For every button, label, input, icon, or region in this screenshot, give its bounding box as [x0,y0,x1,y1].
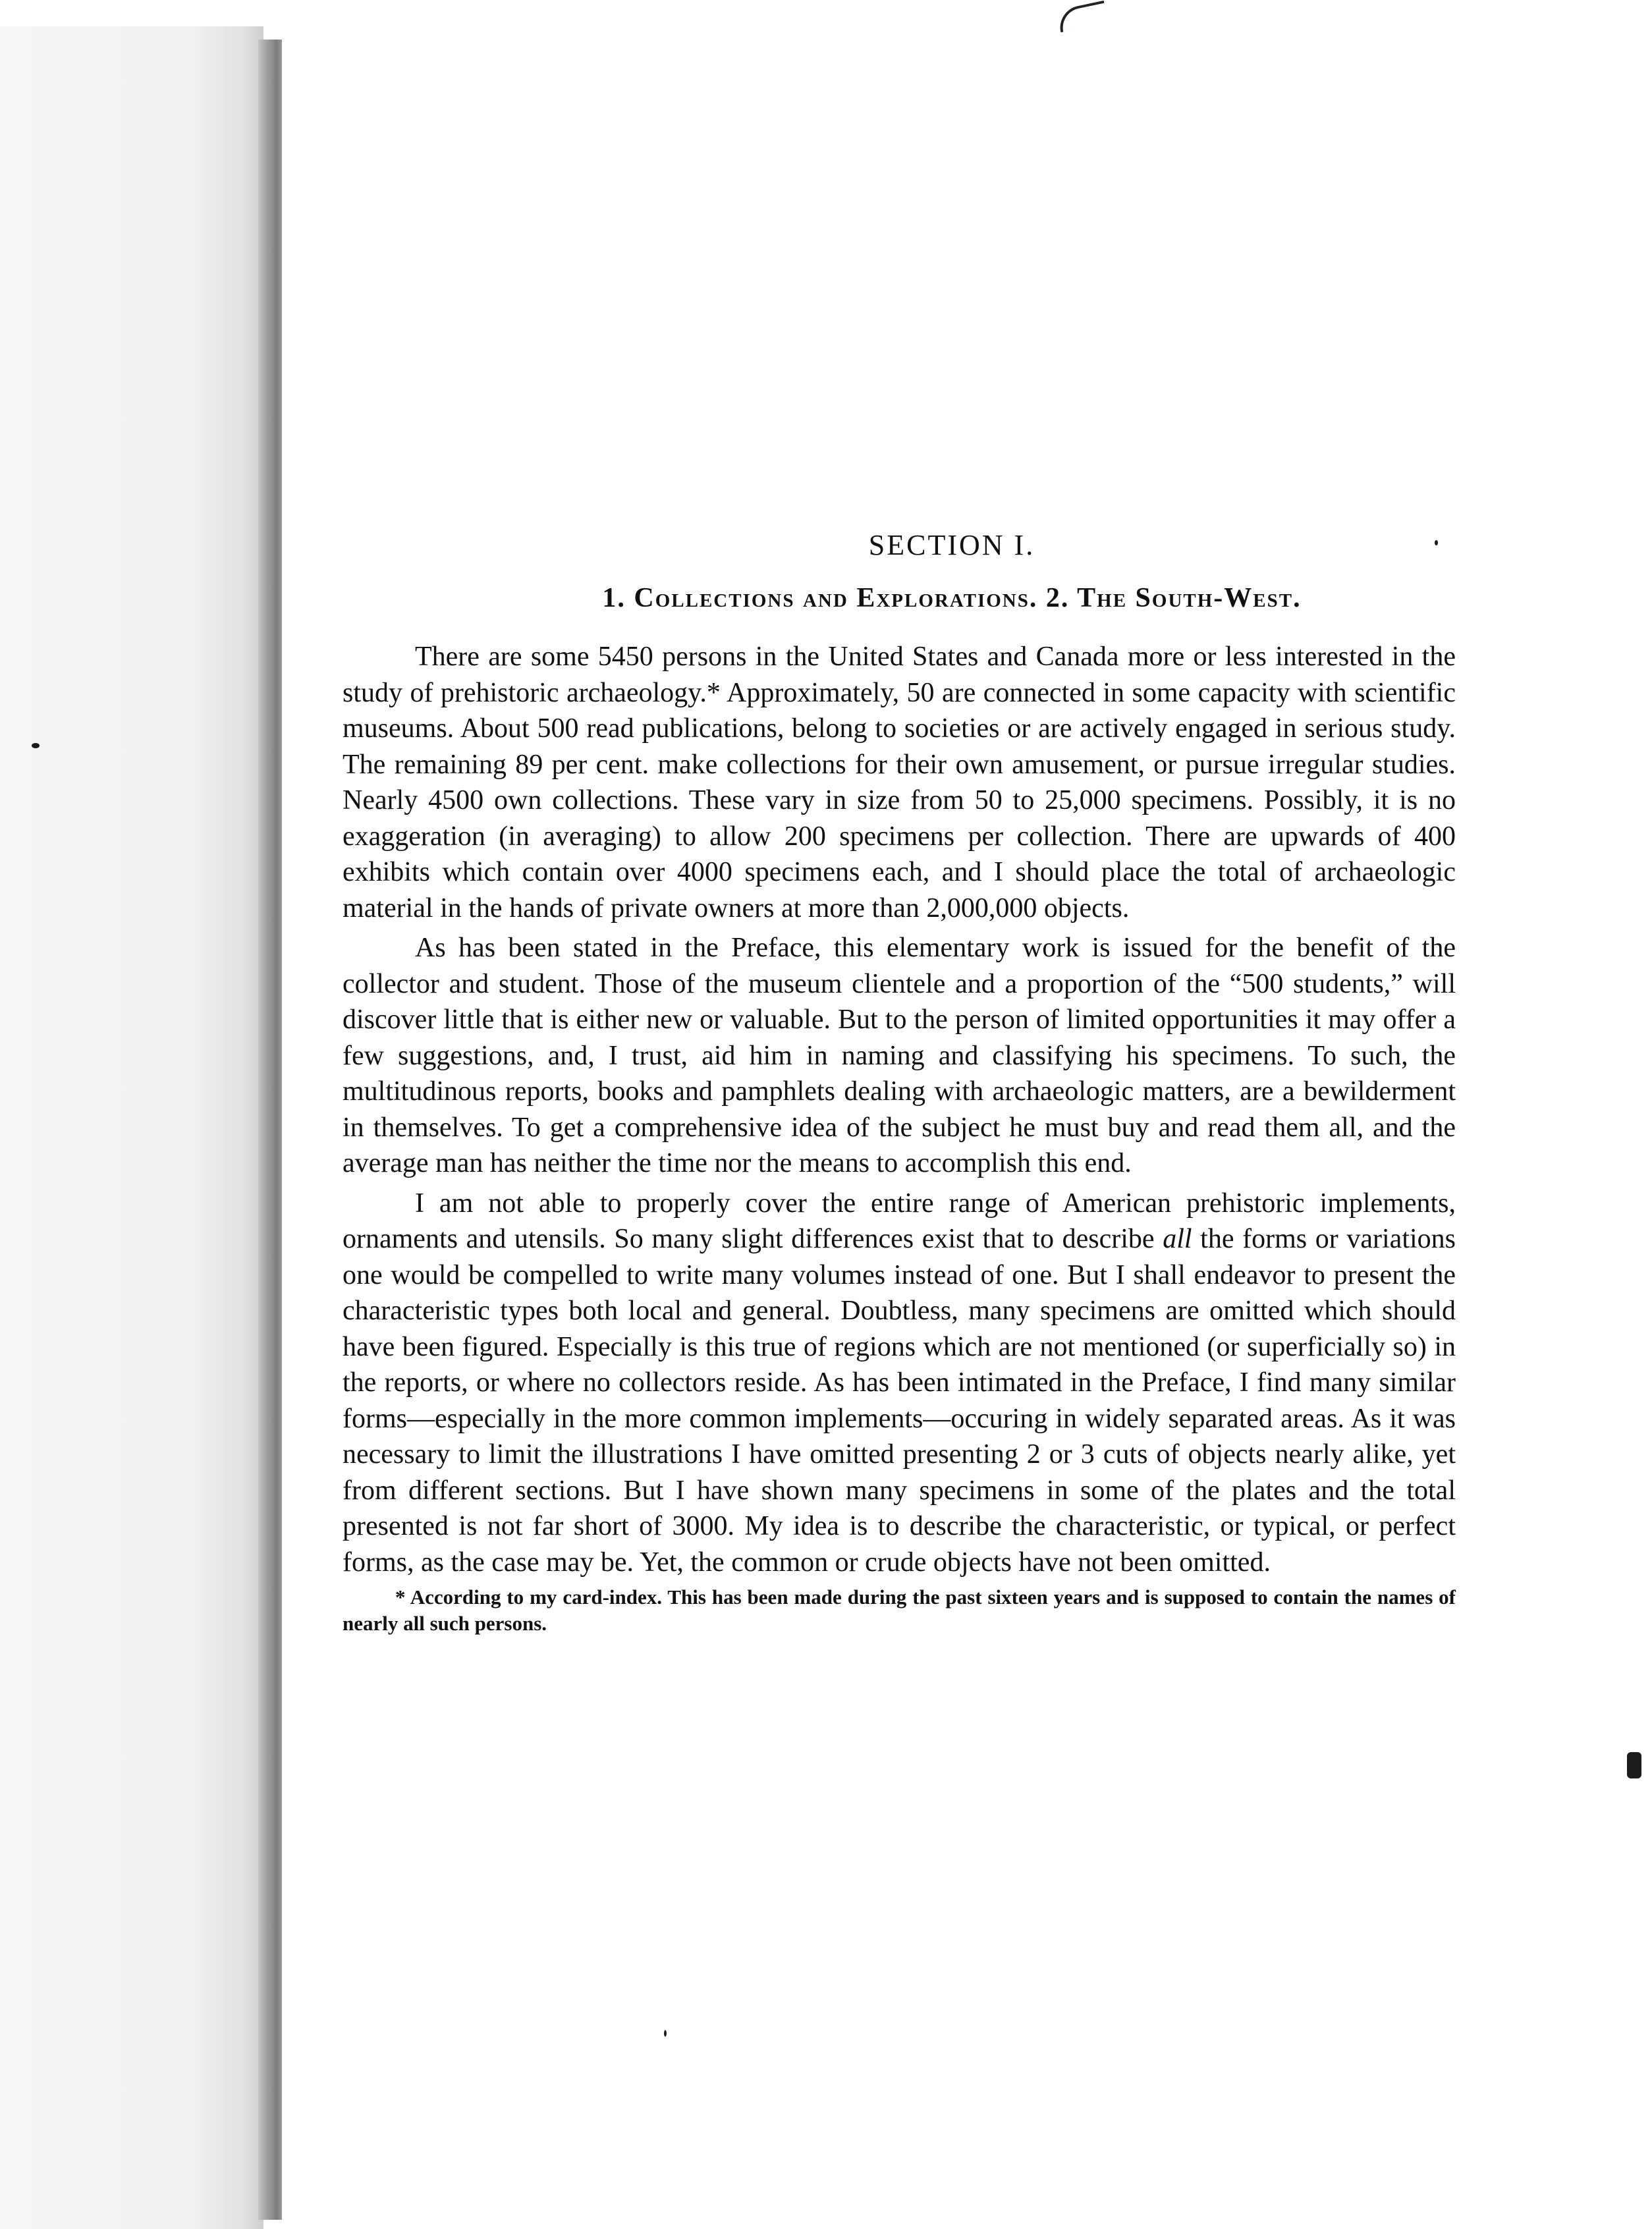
left-blank-page [0,26,263,2229]
paragraph-3-start: I am not able to properly cover the entire range of American prehistoric implements, ornaments and utensils. So many slight differences exist that to describe [343,1188,1456,1254]
text-column [343,527,1456,1657]
ink-speck [664,2030,667,2037]
footnote: * According to my card-index. This has been made during the past sixteen years and is supposed to contain the names of nearly all such persons. [343,1585,1456,1635]
emphasized-word: all [1163,1224,1192,1254]
book-spine-shadow [258,40,285,2220]
paragraph-1: There are some 5450 persons in the United States and Canada more or less interested in the study of prehistoric archaeology.* Approximately, 50 are connected in some capacity with scientific museums. About 500 read publications, belong to societies or are actively engaged in serious study. The remaining 89 per cent. make collections for their own amusement, or pursue irregular studies. Nearly 4500 own collections. These vary in size from 50 to 25,000 specimens. Possibly, it is no exaggeration (in averaging) to allow 200 specimens per collection. There are upwards of 400 exhibits which contain over 4000 specimens each, and I should place the total of archaeologic material in the hands of private owners at more than 2,000,000 objects. [343,642,1456,923]
paragraph-2: As has been stated in the Preface, this elementary work is issued for the benefit of the collector and student. Those of the museum clientele and a proportion of the “500 students,” will discover little that is either new or valuable. But to the person of limited opportunities it may offer a few suggestions, and, I trust, aid him in naming and classifying his specimens. To such, the multitudinous reports, books and pamphlets dealing with archaeologic matters, are a bewilderment in themselves. To get a comprehensive idea of the subject he must buy and read them all, and the average man has neither the time nor the means to accomplish this end. [343,933,1456,1178]
section-title: SECTION I. [868,529,1035,561]
paragraph-3 [343,1186,1456,1581]
paragraph-3-end: the forms or variations one would be compelled to write many volumes instead of one. But I shall endeavor to present the characteristic types both local and general. Doubtless, many specimens are omitted which should have been figured. Especially is this true of regions which are not mentioned (or superficially so) in the reports, or where no collectors reside. As has been intimated in the Preface, I find many similar forms—especially in the more common implements—occuring in widely separated areas. As it was necessary to limit the illustrations I have omitted presenting 2 or 3 cuts of objects nearly alike, yet from different sections. But I have shown many specimens in some of the plates and the total presented is not far short of 3000. My idea is to describe the characteristic, or typical, or perfect forms, as the case may be. Yet, the common or crude objects have not been omitted. [343,1224,1456,1578]
ink-speck [32,743,40,748]
ink-speck [1627,1752,1641,1778]
section-subtitle: 1. Collections and Explorations. 2. The South-West. [602,583,1302,613]
